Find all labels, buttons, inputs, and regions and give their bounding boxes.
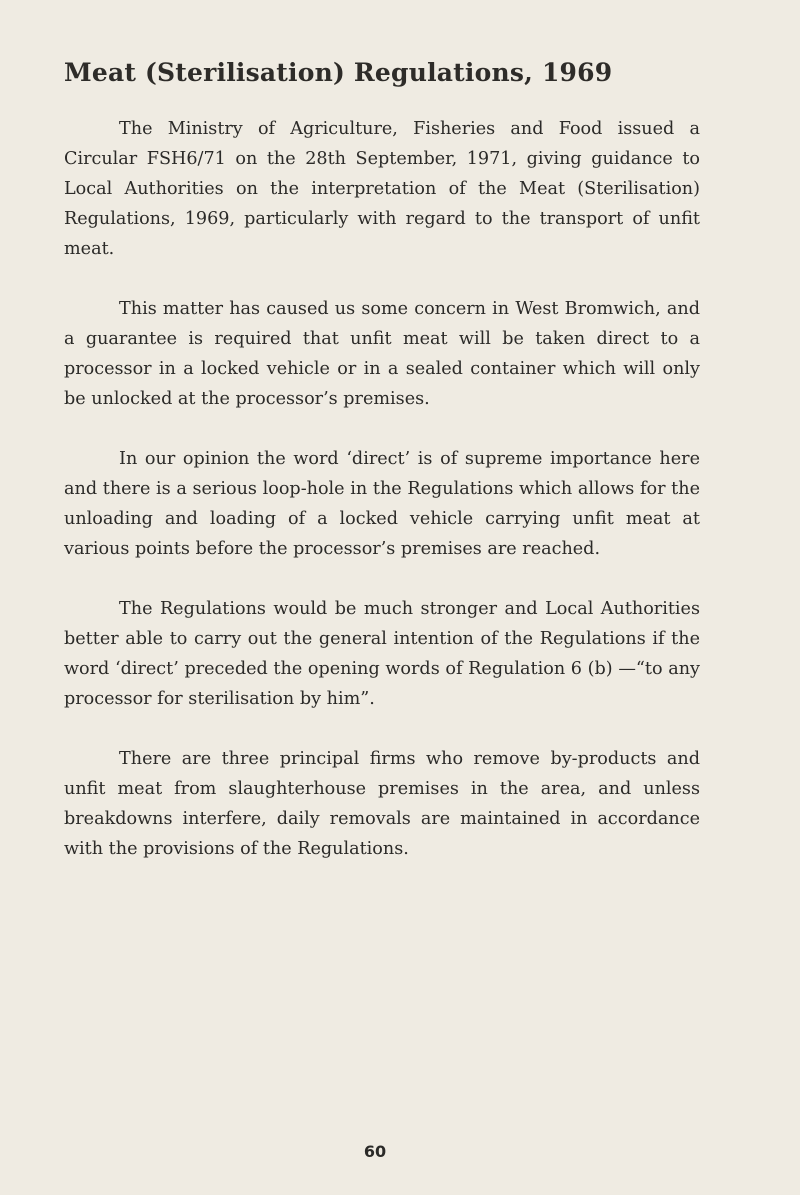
section-heading: Meat (Sterilisation) Regulations, 1969	[64, 58, 613, 87]
paragraph-principal-firms: There are three principal firms who remove by-products and unfit meat from slaughterhouse premises in the area, and unless breakdowns interfere, daily removals are maintained in accordance with the provisions of the Regulations.	[64, 749, 700, 859]
page-number: 60	[363, 1142, 387, 1161]
paragraph-direct-loophole: In our opinion the word ‘direct’ is of supreme importance here and there is a serious loop-hole in the Regulations which allows for the unloading and loading of a locked vehicle carrying unfit meat at various points before the processor’s premises are reached.	[64, 449, 700, 559]
paragraph-circular: The Ministry of Agriculture, Fisheries and Food issued a Circular FSH6/71 on the 28th September, 1971, giving guidance to Local Authorities on the interpretation of the Meat (Sterilisation) Regulations, 1969, particularly with regard to the transport of unfit meat.	[64, 119, 700, 259]
body-text	[64, 114, 700, 894]
paragraph-west-bromwich: This matter has caused us some concern in West Bromwich, and a guarantee is required that unfit meat will be taken direct to a processor in a locked vehicle or in a sealed container which will only be unlocked at the processor’s premises.	[64, 299, 700, 409]
paragraph-regulation-6b: The Regulations would be much stronger and Local Authorities better able to carry out the general intention of the Regulations if the word ‘direct’ preceded the opening words of Regulation 6 (b) —“to any processor for sterilisation by him”.	[64, 599, 700, 709]
